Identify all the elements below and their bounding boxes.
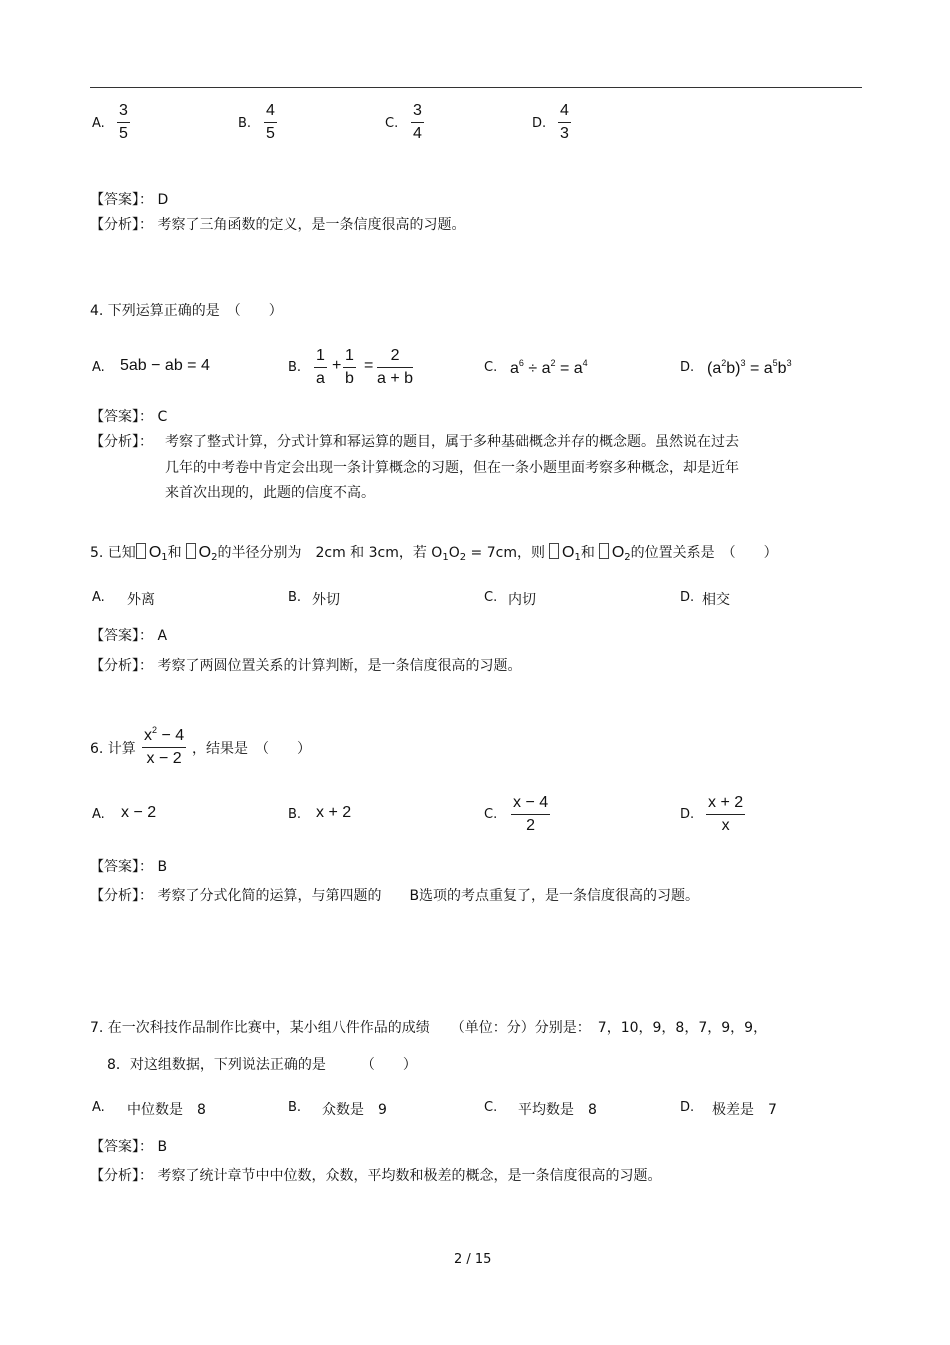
- q4-option-b-fraction-1: [314, 347, 327, 388]
- q4-analysis-label: 【分析】：: [90, 434, 153, 450]
- operator: ÷ a: [523, 360, 551, 377]
- denominator: 2: [526, 817, 536, 834]
- q5-option-a: 外离: [127, 592, 155, 608]
- q6-option-c-label: C.: [484, 807, 498, 822]
- q6-option-b: x + 2: [316, 804, 352, 821]
- q4-option-b-fraction-3: [377, 347, 413, 388]
- q3-option-c-numerator: 3: [411, 102, 424, 123]
- q7-analysis: [90, 1165, 661, 1185]
- answer-label: 【答案】：: [90, 628, 153, 644]
- analysis-label: 【分析】：: [90, 888, 153, 904]
- q5-option-b-label: B.: [288, 590, 302, 605]
- numerator: 1: [314, 347, 327, 368]
- q6-option-b-label: B.: [288, 807, 302, 822]
- answer-value: A: [157, 628, 168, 644]
- answer-label: 【答案】：: [90, 859, 153, 875]
- q7-stem-line-2: 8．对这组数据，下列说法正确的是 （ ）: [107, 1057, 417, 1073]
- q5-option-b: 外切: [312, 592, 340, 608]
- q3-option-c-fraction: [411, 102, 424, 143]
- q6-analysis: [90, 885, 699, 905]
- circle-symbol-icon: [186, 543, 196, 559]
- q3-option-a-label: A.: [92, 116, 105, 131]
- q5-option-c: 内切: [508, 592, 536, 608]
- exponent: 2: [550, 358, 556, 368]
- q3-option-d-label: D.: [532, 116, 547, 131]
- q4-analysis-line-1: 考察了整式计算，分式计算和幂运算的题目，属于多种基础概念并存的概念题。虽然说在过去: [165, 434, 739, 450]
- analysis-text: 考察了两圆位置关系的计算判断，是一条信度很高的习题。: [157, 658, 522, 674]
- q4-option-a-label: A.: [92, 360, 105, 375]
- analysis-text: 考察了三角函数的定义，是一条信度很高的习题。: [157, 217, 466, 233]
- exponent: 4: [582, 358, 588, 368]
- operator: = a: [555, 360, 583, 377]
- header-rule: [90, 87, 862, 88]
- analysis-label: 【分析】：: [90, 1168, 153, 1184]
- q6-stem-post: ，结果是 （ ）: [192, 741, 311, 757]
- term: (a: [707, 360, 722, 377]
- q5-answer: [90, 625, 167, 645]
- q3-option-b-numerator: 4: [264, 102, 277, 123]
- q3-option-d-numerator: 4: [558, 102, 571, 123]
- circle-name: O: [611, 544, 625, 561]
- page-number: 2 / 15: [454, 1252, 492, 1267]
- q6-option-c-fraction: [511, 794, 550, 835]
- q6-option-a-label: A.: [92, 807, 105, 822]
- q7-option-a: 中位数是 8: [127, 1102, 206, 1118]
- subscript: 2: [459, 552, 467, 563]
- q3-option-d-denominator: 3: [560, 125, 569, 142]
- q3-option-c-denominator: 4: [413, 125, 422, 142]
- denominator: a + b: [377, 370, 414, 387]
- numerator: x − 4: [511, 794, 550, 815]
- q7-option-b: 众数是 9: [322, 1102, 387, 1118]
- circle-symbol-icon: [549, 543, 559, 559]
- stem-text: O: [448, 545, 460, 561]
- q4-option-d: [707, 358, 792, 378]
- term: − 4: [157, 727, 185, 744]
- q7-answer: [90, 1136, 167, 1156]
- q3-option-b-denominator: 5: [266, 125, 275, 142]
- q5-option-d: 相交: [702, 592, 730, 608]
- q6-option-d-label: D.: [680, 807, 695, 822]
- base: x: [144, 727, 152, 744]
- q3-answer: [90, 189, 168, 209]
- exponent: 3: [740, 358, 746, 368]
- q5-option-c-label: C.: [484, 590, 498, 605]
- q7-stem-line-1: 7. 在一次科技作品制作比赛中，某小组八件作品的成绩 （单位：分）分别是： 7，10，9，8，7，9，9，: [90, 1020, 768, 1036]
- exponent: 2: [152, 725, 158, 735]
- subscript: 1: [442, 552, 449, 563]
- exponent: 3: [786, 358, 792, 368]
- q4-option-d-label: D.: [680, 360, 695, 375]
- q3-option-a-numerator: 3: [117, 102, 130, 123]
- subscript: 2: [211, 552, 218, 563]
- answer-value: B: [157, 859, 168, 875]
- q4-option-c-label: C.: [484, 360, 498, 375]
- equals-sign: =: [364, 357, 374, 374]
- q4-stem: 4. 下列运算正确的是 （ ）: [90, 303, 283, 319]
- denominator: x − 2: [146, 750, 182, 767]
- q7-option-a-label: A.: [92, 1100, 105, 1115]
- q3-option-d-fraction: [558, 102, 571, 143]
- circle-name: O: [198, 544, 212, 561]
- circle-name: O: [561, 544, 575, 561]
- answer-label: 【答案】：: [90, 1139, 153, 1155]
- q4-option-b-fraction-2: [343, 347, 356, 388]
- term: = a: [745, 360, 773, 377]
- q4-analysis-line-2: 几年的中考卷中肯定会出现一条计算概念的习题，但在一条小题里面考察多种概念，却是近年: [165, 460, 739, 476]
- answer-value: B: [157, 1139, 168, 1155]
- analysis-label: 【分析】：: [90, 217, 153, 233]
- q6-option-a: x − 2: [121, 804, 157, 821]
- circle-name: O: [148, 544, 162, 561]
- plus-sign: +: [332, 357, 342, 374]
- subscript: 1: [161, 552, 168, 563]
- subscript: 2: [624, 552, 631, 563]
- q5-analysis: [90, 655, 521, 675]
- q4-answer: [90, 406, 167, 426]
- denominator: x: [721, 817, 730, 834]
- q6-answer: [90, 856, 167, 876]
- answer-label: 【答案】：: [90, 192, 153, 208]
- analysis-text: 考察了统计章节中中位数，众数，平均数和极差的概念，是一条信度很高的习题。: [157, 1168, 662, 1184]
- term: b: [777, 360, 787, 377]
- q6-stem-pre: 6. 计算: [90, 741, 136, 757]
- q7-option-c: 平均数是 8: [518, 1102, 597, 1118]
- q3-option-c-label: C.: [385, 116, 399, 131]
- base: a: [510, 360, 519, 377]
- stem-text: 和: [580, 545, 595, 561]
- analysis-label: 【分析】：: [90, 658, 153, 674]
- q5-option-d-label: D.: [680, 590, 695, 605]
- numerator: [142, 725, 186, 748]
- circle-symbol-icon: [136, 543, 146, 559]
- q5-option-a-label: A.: [92, 590, 105, 605]
- numerator: 1: [343, 347, 356, 368]
- q7-option-d-label: D.: [680, 1100, 695, 1115]
- stem-text: 5. 已知: [90, 545, 136, 561]
- q5-stem: [90, 542, 778, 563]
- exponent: 6: [518, 358, 524, 368]
- stem-text: = 7cm，则: [466, 545, 545, 561]
- q4-option-b-label: B.: [288, 360, 302, 375]
- q6-option-d-fraction: [706, 794, 745, 835]
- q7-option-b-label: B.: [288, 1100, 302, 1115]
- q3-option-b-fraction: [264, 102, 277, 143]
- q7-option-c-label: C.: [484, 1100, 498, 1115]
- q7-option-d: 极差是 7: [712, 1102, 777, 1118]
- denominator: a: [316, 370, 325, 387]
- q4-option-c: [510, 358, 588, 378]
- stem-text: 的位置关系是 （ ）: [630, 545, 778, 561]
- q3-option-a-denominator: 5: [119, 125, 128, 142]
- q3-analysis: [90, 214, 465, 234]
- q4-option-a: 5ab − ab = 4: [120, 357, 210, 374]
- q4-analysis-line-3: 来首次出现的，此题的信度不高。: [165, 485, 375, 501]
- numerator: x + 2: [706, 794, 745, 815]
- stem-text: 的半径分别为 2cm 和 3cm，若 O: [217, 545, 443, 561]
- circle-symbol-icon: [599, 543, 609, 559]
- numerator: 2: [377, 347, 413, 368]
- denominator: b: [345, 370, 354, 387]
- answer-value: D: [157, 192, 169, 208]
- q6-stem-fraction: [142, 725, 186, 768]
- answer-value: C: [157, 409, 168, 425]
- exponent: 2: [721, 358, 727, 368]
- answer-label: 【答案】：: [90, 409, 153, 425]
- exponent: 5: [772, 358, 778, 368]
- stem-text: 和: [167, 545, 182, 561]
- q3-option-b-label: B.: [238, 116, 252, 131]
- analysis-text: 考察了分式化简的运算，与第四题的 B选项的考点重复了，是一条信度很高的习题。: [157, 888, 700, 904]
- q3-option-a-fraction: [117, 102, 130, 143]
- subscript: 1: [574, 552, 581, 563]
- term: b): [726, 360, 741, 377]
